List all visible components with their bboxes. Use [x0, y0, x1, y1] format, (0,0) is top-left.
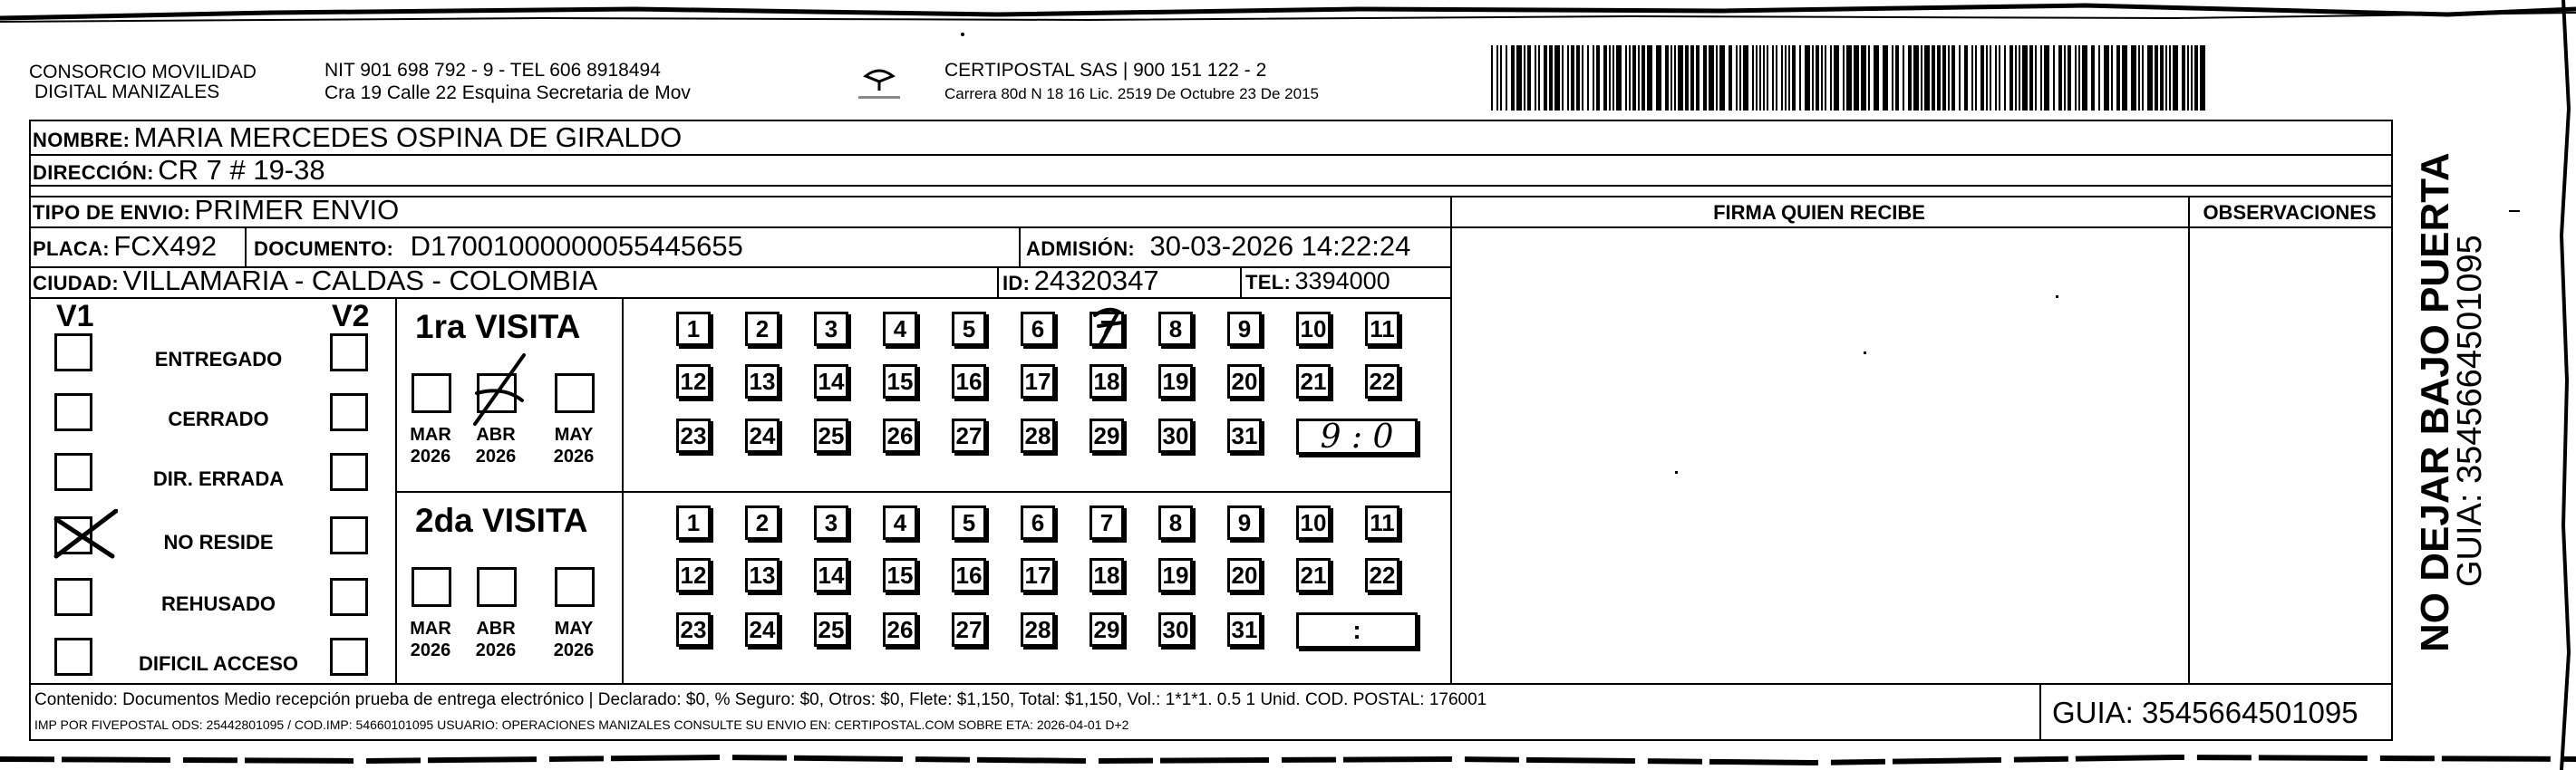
v2-checkbox[interactable]: [330, 638, 368, 676]
barcode-bar: [1736, 45, 1738, 111]
day-box-18[interactable]: 18: [1089, 364, 1124, 399]
torn-right-edge: [2552, 0, 2576, 770]
barcode-bar: [1874, 45, 1879, 111]
day-box-21[interactable]: 21: [1296, 364, 1331, 399]
barcode-bar: [2165, 45, 2167, 111]
carrier-line2: Carrera 80d N 18 16 Lic. 2519 De Octubre 23 De 2015: [944, 85, 1319, 102]
barcode-bar: [2116, 45, 2120, 111]
day-box-25[interactable]: 25: [814, 612, 848, 647]
direccion-value: CR 7 # 19-38: [158, 154, 325, 186]
barcode-bar: [1629, 45, 1631, 111]
day-box-11[interactable]: 11: [1365, 505, 1399, 540]
barcode-bar: [1805, 45, 1810, 111]
barcode-bar: [2122, 45, 2127, 111]
barcode-bar: [2035, 45, 2037, 111]
barcode-bar: [1743, 45, 1748, 111]
month-label: MAR: [410, 425, 451, 445]
day-box-14[interactable]: 14: [814, 364, 848, 399]
barcode-bar: [1995, 45, 1997, 111]
barcode-bar: [1571, 45, 1574, 111]
status-label: DIFICIL ACCESO: [138, 652, 298, 675]
admision-value: 30-03-2026 14:22:24: [1149, 230, 1411, 262]
day-box-26[interactable]: 26: [883, 419, 917, 453]
ciudad-row: [33, 265, 597, 303]
id-label: ID:: [1002, 272, 1031, 294]
torn-top-edge: [0, 0, 2576, 36]
barcode-bar: [2200, 45, 2205, 111]
barcode-bar: [1785, 45, 1787, 111]
barcode-bar: [2078, 45, 2080, 111]
barcode-bar: [1609, 45, 1611, 111]
footer-divider: [2039, 683, 2041, 741]
barcode-bar: [1656, 45, 1661, 111]
barcode-bar: [1767, 45, 1768, 111]
month-checkbox-abr[interactable]: [477, 567, 517, 607]
barcode-bar: [2068, 45, 2071, 111]
tipo-label: TIPO DE ENVIO:: [33, 201, 191, 224]
v1-checkbox[interactable]: [54, 393, 92, 431]
barcode-bar: [1903, 45, 1904, 111]
barcode-bar: [1883, 45, 1888, 111]
barcode-bar: [1861, 45, 1866, 111]
placa-divider: [245, 226, 247, 266]
day-box-6[interactable]: 6: [1021, 505, 1055, 540]
month-label: MAY: [554, 619, 594, 639]
barcode-bar: [1908, 45, 1912, 111]
day-box-22[interactable]: 22: [1365, 364, 1399, 399]
barcode-bar: [2058, 45, 2062, 111]
barcode-bar: [1821, 45, 1823, 111]
barcode-bar: [1739, 45, 1741, 111]
direccion-row: [33, 154, 325, 192]
footer-contenido: Contenido: Documentos Medio recepción prueba de entrega electrónico | Declarado: $0, % Seguro: $0, Otros: $0, Flete: $1,150, Total: $1,150, Vol.: 1*1*1. 0.5 1 Unid. COD. POSTAL: 176001: [34, 690, 1487, 709]
day-box-5[interactable]: 5: [952, 505, 986, 540]
day-box-24[interactable]: 24: [745, 612, 780, 647]
day-box-13[interactable]: 13: [745, 364, 780, 399]
day-box-4[interactable]: 4: [883, 312, 917, 346]
barcode-bar: [1729, 45, 1732, 111]
barcode-bar: [1799, 45, 1801, 111]
tel-value: 3394000: [1294, 267, 1390, 294]
day-box-4[interactable]: 4: [883, 505, 917, 540]
sender-name-line1: CONSORCIO MOVILIDAD: [29, 62, 257, 82]
barcode-bar: [2040, 45, 2042, 111]
year-label: 2026: [410, 640, 451, 660]
day-box-10[interactable]: 10: [1296, 312, 1331, 346]
documento-value: D17001000000055445655: [410, 230, 743, 262]
barcode-bar: [2169, 45, 2171, 111]
v1-checkbox[interactable]: [54, 578, 92, 616]
barcode-bar: [1678, 45, 1683, 111]
day-box-28[interactable]: 28: [1021, 419, 1055, 453]
barcode-bar: [1792, 45, 1796, 111]
barcode-bar: [1500, 45, 1502, 111]
day-box-12[interactable]: 12: [676, 364, 711, 399]
day-box-27[interactable]: 27: [952, 612, 986, 647]
year-label: 2026: [553, 447, 595, 467]
status-label: DIR. ERRADA: [152, 467, 285, 490]
ciudad-value: VILLAMARIA - CALDAS - COLOMBIA: [122, 265, 598, 296]
tel-divider: [1240, 266, 1242, 297]
barcode-bar: [1986, 45, 1988, 111]
barcode-bar: [1756, 45, 1758, 111]
day-box-19[interactable]: 19: [1158, 364, 1193, 399]
barcode-bar: [1913, 45, 1919, 111]
barcode-bar: [1632, 45, 1636, 111]
year-label: 2026: [475, 640, 517, 660]
barcode-bar: [1524, 45, 1525, 111]
observaciones-divider: [2188, 196, 2190, 685]
v2-checkbox[interactable]: [330, 453, 368, 491]
barcode-bar: [1587, 45, 1589, 111]
barcode-bar: [2138, 45, 2140, 111]
footer-top-line: [29, 683, 2393, 685]
day-box-18[interactable]: 18: [1089, 558, 1124, 592]
documento-row: [254, 230, 743, 268]
nombre-value: MARIA MERCEDES OSPINA DE GIRALDO: [133, 121, 683, 153]
v1-checkbox[interactable]: [54, 453, 92, 491]
barcode-bar: [1527, 45, 1531, 111]
row-line-2: [29, 185, 2393, 187]
day-box-5[interactable]: 5: [952, 312, 986, 346]
v2-checkbox[interactable]: [330, 578, 368, 616]
status-label: NO RESIDE: [163, 531, 274, 553]
barcode-bar: [1759, 45, 1761, 111]
barcode-bar: [1647, 45, 1652, 111]
side-warning: NO DEJAR BAJO PUERTA: [2413, 152, 2457, 652]
admision-label: ADMISIÓN:: [1026, 237, 1136, 260]
barcode-bar: [2142, 45, 2144, 111]
documento-label: DOCUMENTO:: [254, 237, 394, 260]
status-label: REHUSADO: [161, 592, 276, 615]
barcode-bar: [2182, 45, 2185, 111]
day-box-23[interactable]: 23: [676, 419, 711, 453]
barcode-bar: [1535, 45, 1536, 111]
day-box-9[interactable]: 9: [1227, 505, 1262, 540]
day-box-31[interactable]: 31: [1227, 419, 1262, 453]
day-box-10[interactable]: 10: [1296, 505, 1331, 540]
barcode-bar: [1562, 45, 1564, 111]
barcode-bar: [2173, 45, 2178, 111]
day-box-3[interactable]: 3: [814, 505, 848, 540]
barcode-bar: [1772, 45, 1774, 111]
barcode-bar: [2194, 45, 2198, 111]
barcode-bar: [1892, 45, 1893, 111]
barcode-bar: [2015, 45, 2017, 111]
tipo-value: PRIMER ENVIO: [194, 194, 400, 226]
barcode-bar: [1603, 45, 1607, 111]
barcode-bar: [1975, 45, 1977, 111]
month-label: ABR: [476, 619, 516, 639]
frame-bottom: [29, 739, 2393, 741]
barcode-bar: [1781, 45, 1783, 111]
sender-address: Cra 19 Calle 22 Esquina Secretaria de Mov: [324, 82, 691, 103]
day-box-21[interactable]: 21: [1296, 558, 1331, 592]
barcode-bar: [1685, 45, 1689, 111]
day-box-20[interactable]: 20: [1227, 364, 1262, 399]
carrier-line1: CERTIPOSTAL SAS | 900 151 122 - 2: [944, 60, 1267, 81]
barcode-bar: [2053, 45, 2055, 111]
barcode-bar: [1843, 45, 1845, 111]
barcode-bar: [1671, 45, 1672, 111]
barcode-bar: [2187, 45, 2189, 111]
year-label: 2026: [475, 447, 517, 467]
tipo-row: [33, 194, 399, 232]
barcode-bar: [2009, 45, 2013, 111]
month-label: MAY: [554, 425, 594, 445]
firma-divider: [1450, 196, 1452, 685]
v2-checkbox[interactable]: [330, 393, 368, 431]
day-box-2[interactable]: 2: [745, 505, 780, 540]
barcode-bar: [1638, 45, 1640, 111]
year-label: 2026: [553, 640, 595, 660]
barcode-bar: [1576, 45, 1580, 111]
barcode-bar: [1674, 45, 1676, 111]
id-row: [1002, 265, 1159, 303]
id-divider: [997, 266, 999, 297]
month-label: MAR: [410, 619, 451, 639]
day-box-27[interactable]: 27: [952, 419, 986, 453]
v1-checkbox[interactable]: [54, 333, 92, 371]
barcode-bar: [1516, 45, 1522, 111]
day-box-1[interactable]: 1: [676, 505, 711, 540]
barcode: [1491, 45, 2216, 111]
speck: [2509, 210, 2520, 212]
day-box-15[interactable]: 15: [883, 558, 917, 592]
tel-row: [1245, 265, 1390, 302]
barcode-bar: [1582, 45, 1583, 111]
day-box-1[interactable]: 1: [676, 312, 711, 346]
barcode-bar: [2075, 45, 2077, 111]
month-checkbox-may[interactable]: [555, 373, 595, 413]
visit-separator: [395, 491, 1452, 493]
v2-checkbox[interactable]: [330, 333, 368, 371]
barcode-bar: [1641, 45, 1645, 111]
day-box-30[interactable]: 30: [1158, 419, 1193, 453]
carrier-logo-icon: [857, 63, 902, 104]
day-mark-icon: [1088, 303, 1129, 351]
day-box-24[interactable]: 24: [745, 419, 780, 453]
barcode-bar: [1834, 45, 1839, 111]
status-label: CERRADO: [168, 408, 269, 430]
id-value: 24320347: [1033, 265, 1159, 296]
barcode-bar: [1696, 45, 1700, 111]
frame-left: [29, 120, 31, 741]
barcode-bar: [1948, 45, 1950, 111]
barcode-bar: [1690, 45, 1694, 111]
barcode-bar: [2044, 45, 2049, 111]
barcode-bar: [2191, 45, 2193, 111]
barcode-bar: [1544, 45, 1547, 111]
barcode-bar: [1763, 45, 1765, 111]
barcode-bar: [2147, 45, 2153, 111]
v2-header: V2: [332, 299, 370, 333]
day-box-17[interactable]: 17: [1021, 364, 1055, 399]
day-box-16[interactable]: 16: [952, 364, 986, 399]
v1-check-mark-icon: [53, 509, 118, 560]
time-field[interactable]: :: [1296, 612, 1418, 649]
admision-row: [1026, 230, 1410, 268]
barcode-bar: [1788, 45, 1790, 111]
day-box-31[interactable]: 31: [1227, 612, 1262, 647]
day-box-8[interactable]: 8: [1158, 312, 1193, 346]
barcode-bar: [1816, 45, 1819, 111]
barcode-bar: [1549, 45, 1553, 111]
day-box-26[interactable]: 26: [883, 612, 917, 647]
day-box-8[interactable]: 8: [1158, 505, 1193, 540]
direccion-label: DIRECCIÓN:: [33, 161, 154, 184]
barcode-bar: [1596, 45, 1600, 111]
day-box-3[interactable]: 3: [814, 312, 848, 346]
barcode-bar: [1612, 45, 1614, 111]
day-box-7[interactable]: 7: [1089, 312, 1124, 346]
firma-header-line: [1450, 226, 2393, 228]
barcode-bar: [2019, 45, 2020, 111]
barcode-bar: [1752, 45, 1754, 111]
day-box-12[interactable]: 12: [676, 558, 711, 592]
day-box-28[interactable]: 28: [1021, 612, 1055, 647]
placa-label: PLACA:: [33, 237, 110, 260]
barcode-bar: [1830, 45, 1832, 111]
barcode-bar: [2104, 45, 2109, 111]
footer-guia: GUIA: 3545664501095: [2052, 696, 2358, 729]
barcode-bar: [1980, 45, 1984, 111]
barcode-bar: [1937, 45, 1941, 111]
barcode-bar: [1511, 45, 1515, 111]
barcode-bar: [1665, 45, 1669, 111]
day-box-9[interactable]: 9: [1227, 312, 1262, 346]
observaciones-header: OBSERVACIONES: [2203, 201, 2377, 224]
barcode-bar: [1567, 45, 1569, 111]
barcode-bar: [1868, 45, 1870, 111]
day-box-23[interactable]: 23: [676, 612, 711, 647]
barcode-bar: [1932, 45, 1935, 111]
day-box-2[interactable]: 2: [745, 312, 780, 346]
day-box-20[interactable]: 20: [1227, 558, 1262, 592]
day-box-16[interactable]: 16: [952, 558, 986, 592]
barcode-bar: [2022, 45, 2028, 111]
day-box-15[interactable]: 15: [883, 364, 917, 399]
day-box-30[interactable]: 30: [1158, 612, 1193, 647]
month-check-mark-icon: [468, 350, 531, 431]
barcode-bar: [1999, 45, 2000, 111]
barcode-bar: [1506, 45, 1507, 111]
barcode-bar: [1964, 45, 1968, 111]
barcode-bar: [1971, 45, 1973, 111]
sender-name-line2: DIGITAL MANIZALES: [34, 82, 220, 102]
visit-title: 1ra VISITA: [415, 308, 581, 345]
barcode-bar: [1625, 45, 1627, 111]
torn-bottom-edge: [0, 748, 2576, 770]
speck: [1864, 351, 1866, 354]
month-label: ABR: [476, 425, 516, 445]
barcode-bar: [1538, 45, 1540, 111]
barcode-bar: [1616, 45, 1622, 111]
day-box-22[interactable]: 22: [1365, 558, 1399, 592]
day-box-17[interactable]: 17: [1021, 558, 1055, 592]
day-box-29[interactable]: 29: [1089, 612, 1124, 647]
status-label: ENTREGADO: [154, 348, 283, 371]
barcode-bar: [2064, 45, 2066, 111]
speck: [961, 33, 964, 36]
tel-label: TEL:: [1245, 271, 1292, 294]
day-box-19[interactable]: 19: [1158, 558, 1193, 592]
side-guia: GUIA: 3545664501095: [2451, 235, 2489, 587]
placa-value: FCX492: [113, 230, 218, 262]
barcode-bar: [1716, 45, 1718, 111]
day-box-25[interactable]: 25: [814, 419, 848, 453]
barcode-bar: [1491, 45, 1493, 111]
day-box-11[interactable]: 11: [1365, 312, 1399, 346]
barcode-bar: [2082, 45, 2087, 111]
barcode-bar: [1812, 45, 1814, 111]
barcode-bar: [2160, 45, 2164, 111]
barcode-bar: [1825, 45, 1826, 111]
barcode-bar: [1554, 45, 1560, 111]
sender-nit: NIT 901 698 792 - 9 - TEL 606 8918494: [324, 60, 661, 81]
v1-checkbox[interactable]: [54, 638, 92, 676]
barcode-bar: [1921, 45, 1922, 111]
barcode-bar: [2155, 45, 2158, 111]
barcode-bar: [2091, 45, 2095, 111]
speck: [1675, 471, 1678, 474]
barcode-bar: [1854, 45, 1859, 111]
firma-header: FIRMA QUIEN RECIBE: [1713, 201, 1925, 224]
nombre-label: NOMBRE:: [33, 129, 131, 151]
footer-imp: IMP POR FIVEPOSTAL ODS: 25442801095 / COD.IMP: 54660101095 USUARIO: OPERACIONES MANIZALES CONSULTE SU ENVIO EN: CERTIPOSTAL.COM SOBRE ETA: 2026-04-01 D+2: [34, 717, 1129, 732]
day-box-6[interactable]: 6: [1021, 312, 1055, 346]
day-box-29[interactable]: 29: [1089, 419, 1124, 453]
barcode-bar: [1709, 45, 1714, 111]
admision-divider: [1019, 226, 1021, 266]
day-box-14[interactable]: 14: [814, 558, 848, 592]
barcode-bar: [1942, 45, 1946, 111]
month-checkbox-mar[interactable]: [412, 373, 451, 413]
speck: [2056, 295, 2058, 298]
day-box-7[interactable]: 7: [1089, 505, 1124, 540]
barcode-bar: [1846, 45, 1852, 111]
visit-title: 2da VISITA: [415, 502, 588, 539]
barcode-bar: [1990, 45, 1991, 111]
barcode-bar: [2131, 45, 2136, 111]
placa-row: [33, 230, 217, 268]
day-box-13[interactable]: 13: [745, 558, 780, 592]
barcode-bar: [1719, 45, 1725, 111]
month-checkbox-may[interactable]: [555, 567, 595, 607]
v2-checkbox[interactable]: [330, 516, 368, 554]
barcode-bar: [2029, 45, 2033, 111]
barcode-bar: [1496, 45, 1498, 111]
barcode-bar: [1895, 45, 1899, 111]
barcode-bar: [1959, 45, 1961, 111]
month-checkbox-mar[interactable]: [412, 567, 451, 607]
v1-header: V1: [56, 299, 94, 333]
ciudad-label: CIUDAD:: [33, 272, 119, 294]
barcode-bar: [1924, 45, 1930, 111]
barcode-bar: [2098, 45, 2100, 111]
time-field[interactable]: 9 : 0: [1296, 419, 1418, 455]
barcode-bar: [1951, 45, 1955, 111]
year-label: 2026: [410, 447, 451, 467]
barcode-bar: [1703, 45, 1707, 111]
barcode-bar: [1593, 45, 1594, 111]
barcode-bar: [2004, 45, 2006, 111]
frame-right: [2391, 120, 2393, 741]
barcode-bar: [2111, 45, 2113, 111]
barcode-bar: [1776, 45, 1777, 111]
